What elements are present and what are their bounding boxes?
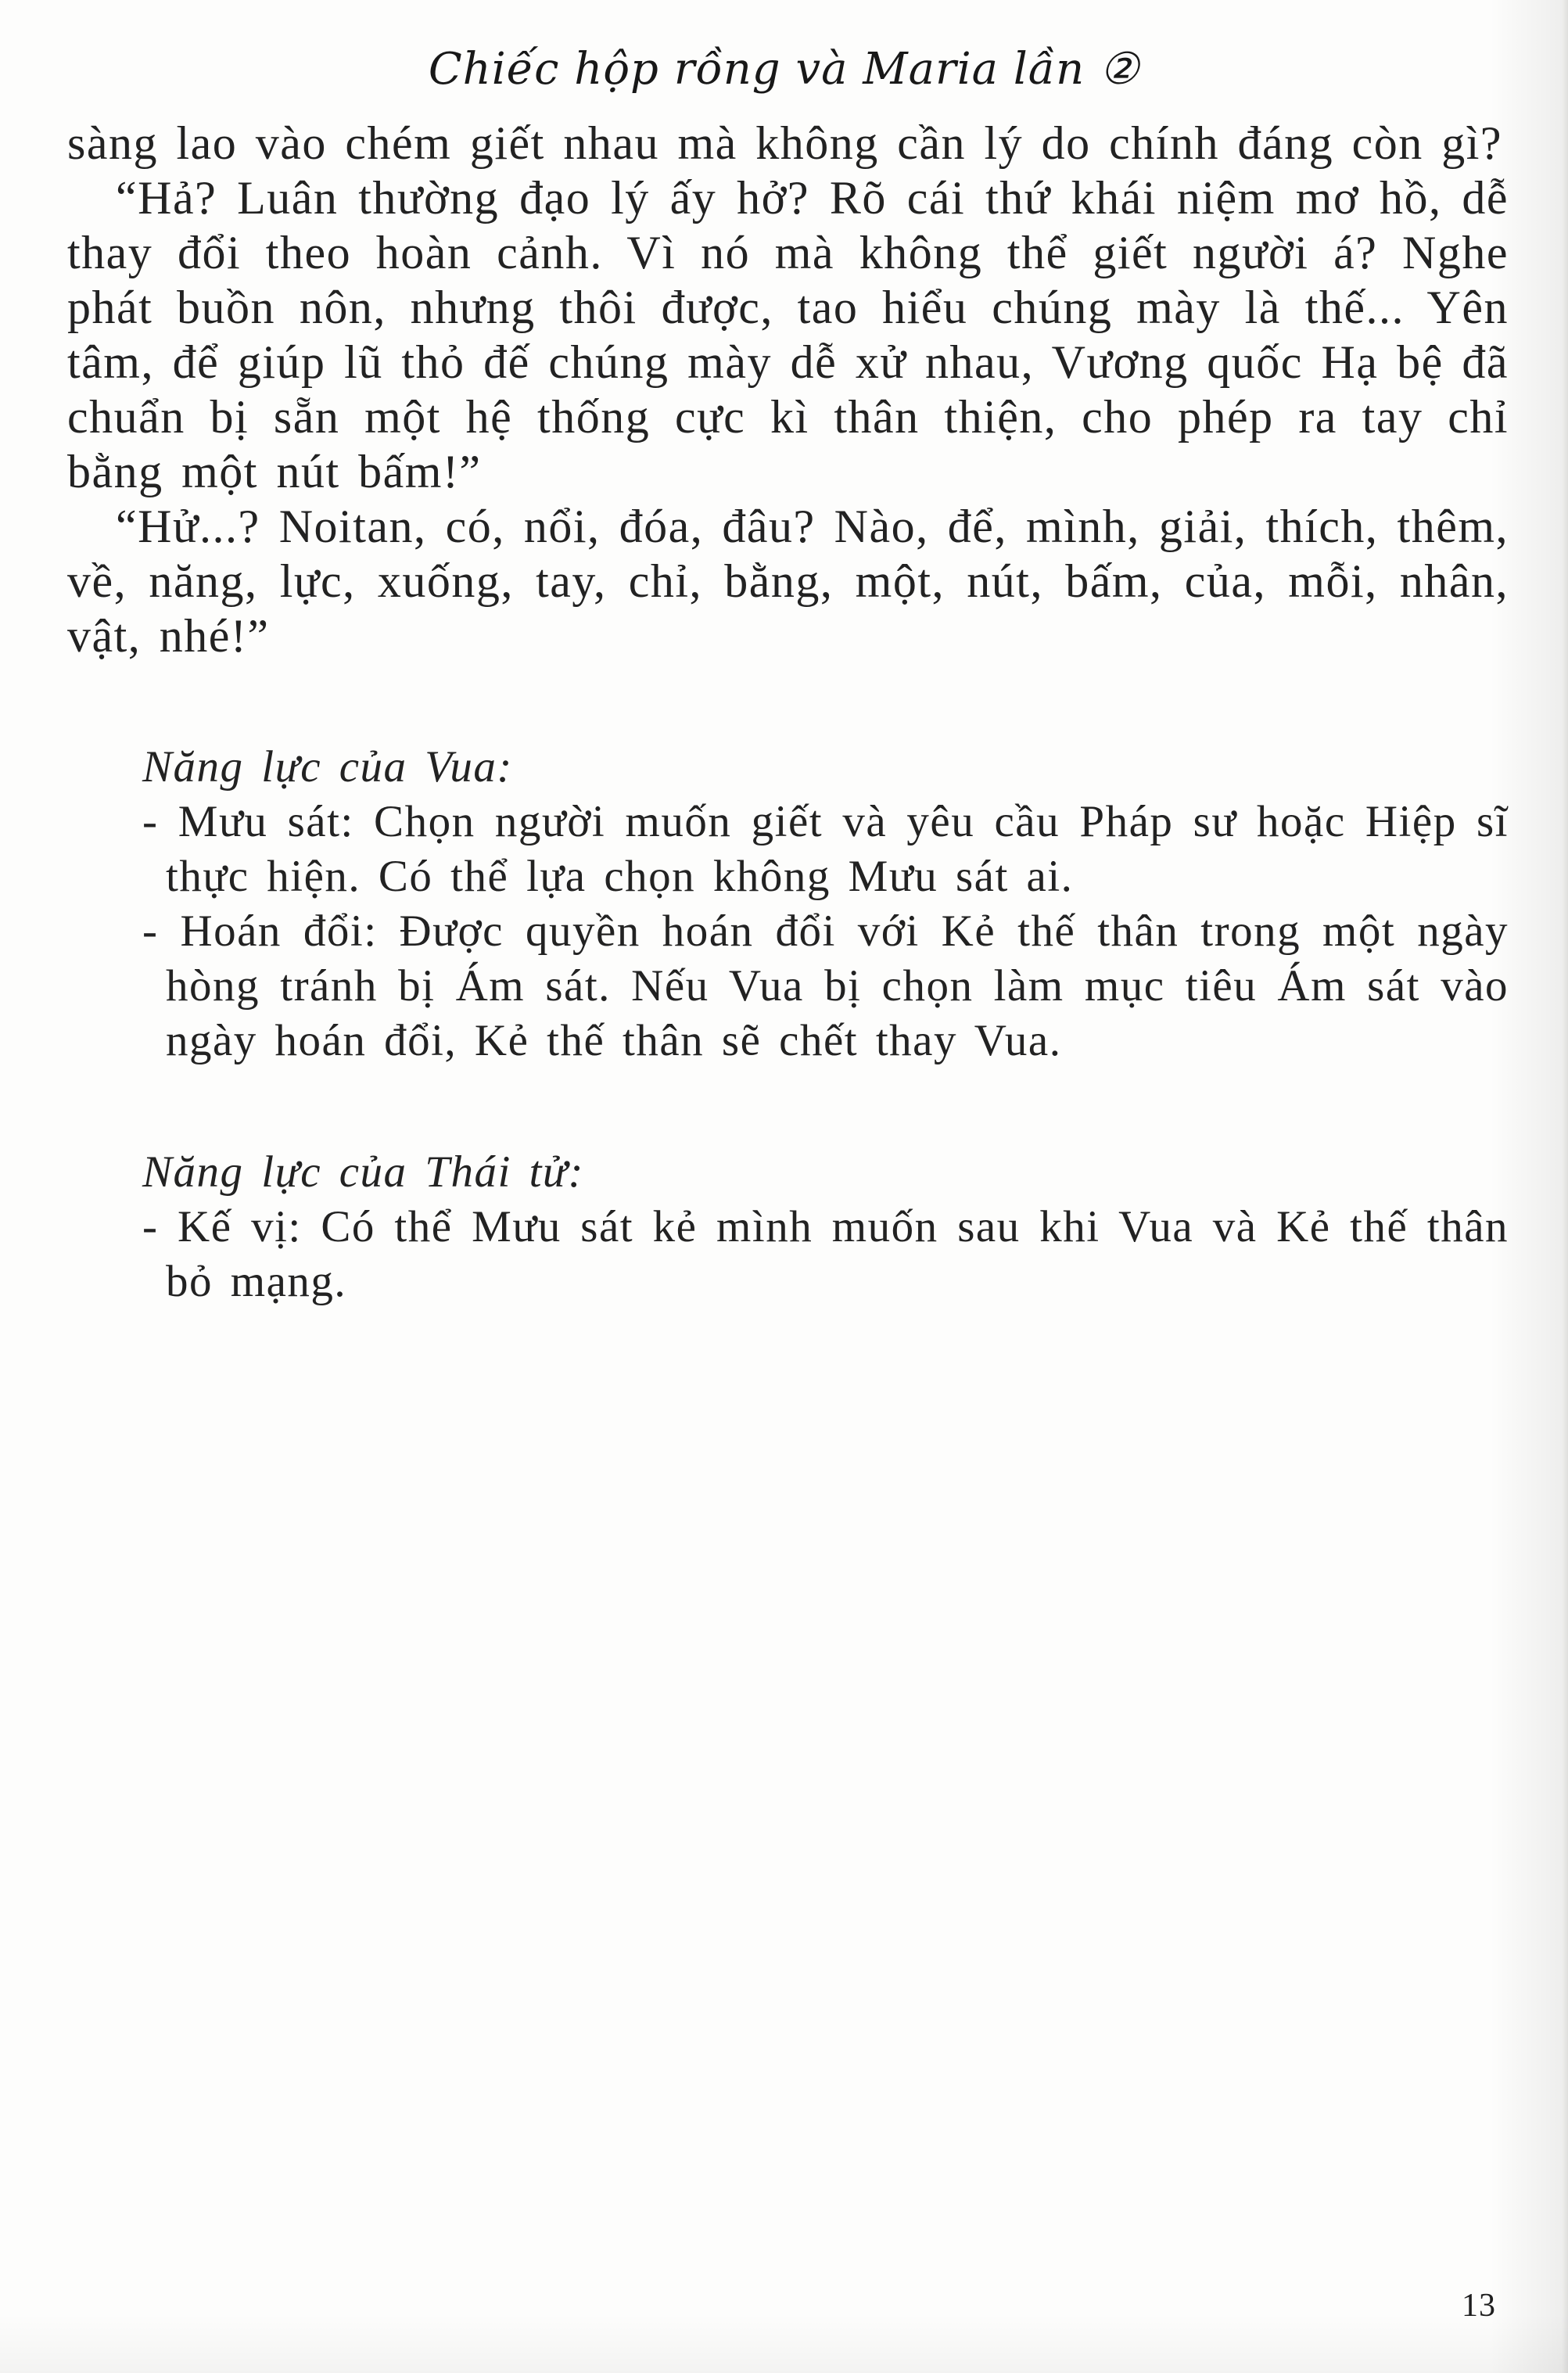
paragraph-dialogue-1: “Hả? Luân thường đạo lý ấy hở? Rõ cái thứ khái niệm mơ hồ, dễ thay đổi theo hoàn cảnh. Vì nó mà không thể giết người á? Nghe phát buồn nôn, nhưng thôi được, tao hiểu chúng mày là thế... Yên tâm, để giúp lũ thỏ đế chúng mày dễ xử nhau, Vương quốc Hạ bệ đã chuẩn bị sẵn một hệ thống cực kì thân thiện, cho phép ra tay chỉ bằng một nút bấm!” [67, 172, 1509, 497]
page-content [67, 116, 1509, 1309]
running-header-title: Chiếc hộp rồng và Maria lần ② [428, 44, 1140, 95]
ability-heading-king: Năng lực của Vua: [142, 742, 513, 792]
ability-item-assassinate: - Mưu sát: Chọn người muốn giết và yêu cầu Pháp sư hoặc Hiệp sĩ thực hiện. Có thể lựa chọn không Mưu sát ai. [142, 797, 1509, 901]
ability-item-succession: - Kế vị: Có thể Mưu sát kẻ mình muốn sau khi Vua và Kẻ thế thân bỏ mạng. [142, 1202, 1509, 1306]
paragraph-dialogue-2: “Hử...? Noitan, có, nổi, đóa, đâu? Nào, để, mình, giải, thích, thêm, về, năng, lực, xuống, tay, chỉ, bằng, một, nút, bấm, của, mỗi, nhân, vật, nhé!” [67, 501, 1509, 662]
ability-section-crown-prince [142, 1145, 1509, 1309]
page-number: 13 [1462, 2288, 1496, 2324]
ability-heading-crown-prince: Năng lực của Thái tử: [142, 1147, 584, 1197]
paragraph-continuation: sàng lao vào chém giết nhau mà không cần lý do chính đáng còn gì? [67, 117, 1503, 169]
ability-item-swap: - Hoán đổi: Được quyền hoán đổi với Kẻ thế thân trong một ngày hòng tránh bị Ám sát. Nếu Vua bị chọn làm mục tiêu Ám sát vào ngày hoán đổi, Kẻ thế thân sẽ chết thay Vua. [142, 906, 1509, 1065]
ability-section-king [142, 740, 1509, 1068]
